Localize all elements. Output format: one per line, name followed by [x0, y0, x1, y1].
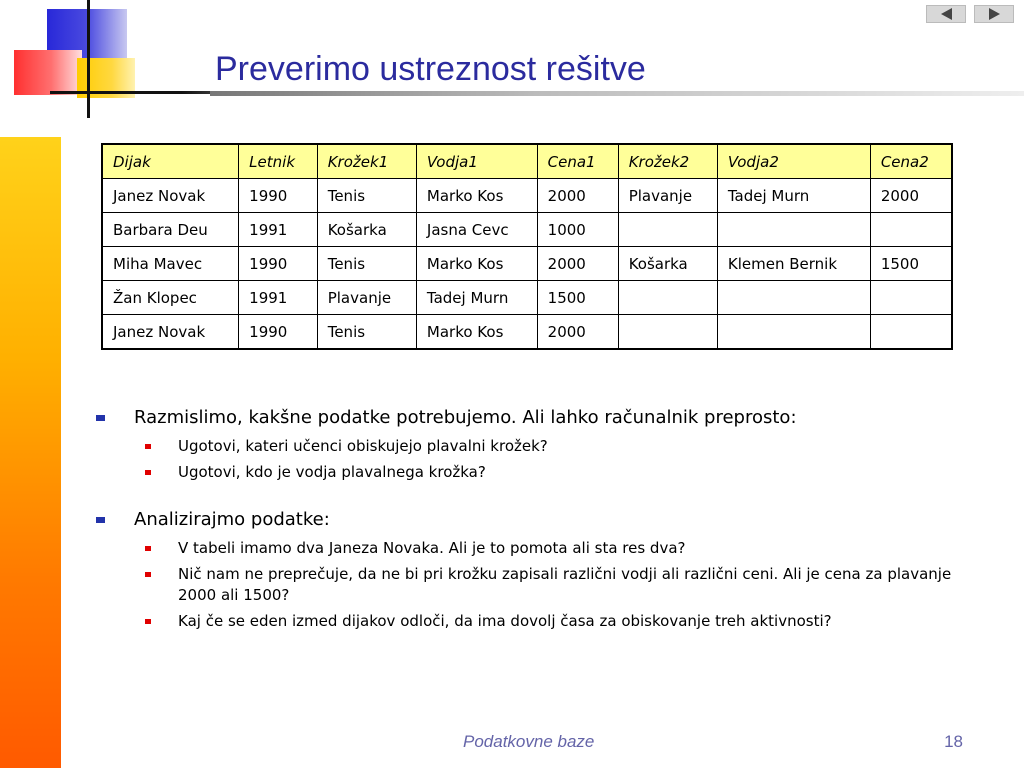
sub-bullet-text: Nič nam ne preprečuje, da ne bi pri krožku zapisali različni vodji ali različni ceni. Ali je cena za plavanje 2000 ali 1500?	[178, 565, 952, 604]
table-cell: 1990	[239, 315, 318, 350]
column-header: Cena1	[537, 144, 618, 179]
table-cell	[870, 213, 952, 247]
table-cell: 2000	[870, 179, 952, 213]
table-cell: Tenis	[317, 315, 416, 350]
table-cell: 1990	[239, 247, 318, 281]
table-row	[102, 213, 952, 247]
square-bullet-icon	[96, 517, 105, 523]
table-cell: 1500	[537, 281, 618, 315]
sub-bullet-text: Ugotovi, kdo je vodja plavalnega krožka?	[178, 463, 486, 481]
footer-title: Podatkovne baze	[463, 732, 595, 751]
table-cell: 2000	[537, 315, 618, 350]
table-cell	[717, 315, 870, 350]
table-cell: Tenis	[317, 179, 416, 213]
slide-title: Preverimo ustreznost rešitve	[215, 50, 646, 88]
sub-bullet-text: Kaj če se eden izmed dijakov odloči, da ima dovolj časa za obiskovanje treh aktivnosti?	[178, 612, 832, 630]
table-row	[102, 281, 952, 315]
table-cell	[618, 281, 717, 315]
table-cell: Marko Kos	[416, 315, 537, 350]
table-cell: Janez Novak	[102, 179, 239, 213]
column-header: Krožek1	[317, 144, 416, 179]
table-cell: Marko Kos	[416, 247, 537, 281]
square-bullet-icon	[145, 572, 151, 577]
students-table	[101, 143, 953, 350]
sub-bullet-item	[145, 564, 986, 606]
table-cell: 2000	[537, 247, 618, 281]
slide-navigation	[926, 5, 1014, 23]
table-cell	[618, 315, 717, 350]
logo-red-square	[14, 50, 82, 95]
table-header-row	[102, 144, 952, 179]
table-cell: Barbara Deu	[102, 213, 239, 247]
sub-bullet-item	[145, 436, 986, 457]
sub-bullet-text: V tabeli imamo dva Janeza Novaka. Ali je to pomota ali sta res dva?	[178, 539, 686, 557]
logo-vertical-line	[87, 0, 90, 118]
bullet-list	[96, 405, 986, 632]
title-underline	[210, 91, 1024, 96]
table-cell: Košarka	[317, 213, 416, 247]
bullet-item	[96, 405, 986, 431]
square-bullet-icon	[145, 444, 151, 449]
page-number: 18	[944, 732, 963, 751]
column-header: Cena2	[870, 144, 952, 179]
table-cell: 1500	[870, 247, 952, 281]
triangle-left-icon	[941, 8, 952, 20]
table-cell: 1991	[239, 281, 318, 315]
bullet-text: Razmislimo, kakšne podatke potrebujemo. Ali lahko računalnik preprosto:	[134, 407, 797, 428]
table-cell: Žan Klopec	[102, 281, 239, 315]
table-cell	[717, 281, 870, 315]
sub-bullet-text: Ugotovi, kateri učenci obiskujejo plavalni krožek?	[178, 437, 548, 455]
table-cell: Janez Novak	[102, 315, 239, 350]
table-cell: Plavanje	[618, 179, 717, 213]
table-cell	[870, 315, 952, 350]
next-slide-button[interactable]	[974, 5, 1014, 23]
column-header: Vodja2	[717, 144, 870, 179]
bullet-text: Analizirajmo podatke:	[134, 509, 330, 530]
table-cell: Plavanje	[317, 281, 416, 315]
sub-bullet-item	[145, 538, 986, 559]
table-cell: Tenis	[317, 247, 416, 281]
table-cell: 1990	[239, 179, 318, 213]
square-bullet-icon	[96, 415, 105, 421]
previous-slide-button[interactable]	[926, 5, 966, 23]
table-row	[102, 247, 952, 281]
column-header: Dijak	[102, 144, 239, 179]
column-header: Vodja1	[416, 144, 537, 179]
table-row	[102, 315, 952, 350]
table-cell: Tadej Murn	[717, 179, 870, 213]
triangle-right-icon	[989, 8, 1000, 20]
table-cell: Jasna Cevc	[416, 213, 537, 247]
column-header: Letnik	[239, 144, 318, 179]
table-cell: Marko Kos	[416, 179, 537, 213]
table-cell: Miha Mavec	[102, 247, 239, 281]
table-cell: Klemen Bernik	[717, 247, 870, 281]
table-cell: Tadej Murn	[416, 281, 537, 315]
side-decoration-bar	[0, 137, 61, 768]
sub-bullet-item	[145, 462, 986, 483]
column-header: Krožek2	[618, 144, 717, 179]
table-cell	[870, 281, 952, 315]
table-cell: 1000	[537, 213, 618, 247]
table-cell: 1991	[239, 213, 318, 247]
square-bullet-icon	[145, 619, 151, 624]
slide-footer	[0, 732, 1024, 756]
square-bullet-icon	[145, 546, 151, 551]
square-bullet-icon	[145, 470, 151, 475]
table-cell: Košarka	[618, 247, 717, 281]
bullet-item	[96, 507, 986, 533]
table-cell	[717, 213, 870, 247]
sub-bullet-item	[145, 611, 986, 632]
table-cell	[618, 213, 717, 247]
table-row	[102, 179, 952, 213]
logo-graphic	[0, 0, 140, 120]
table-cell: 2000	[537, 179, 618, 213]
